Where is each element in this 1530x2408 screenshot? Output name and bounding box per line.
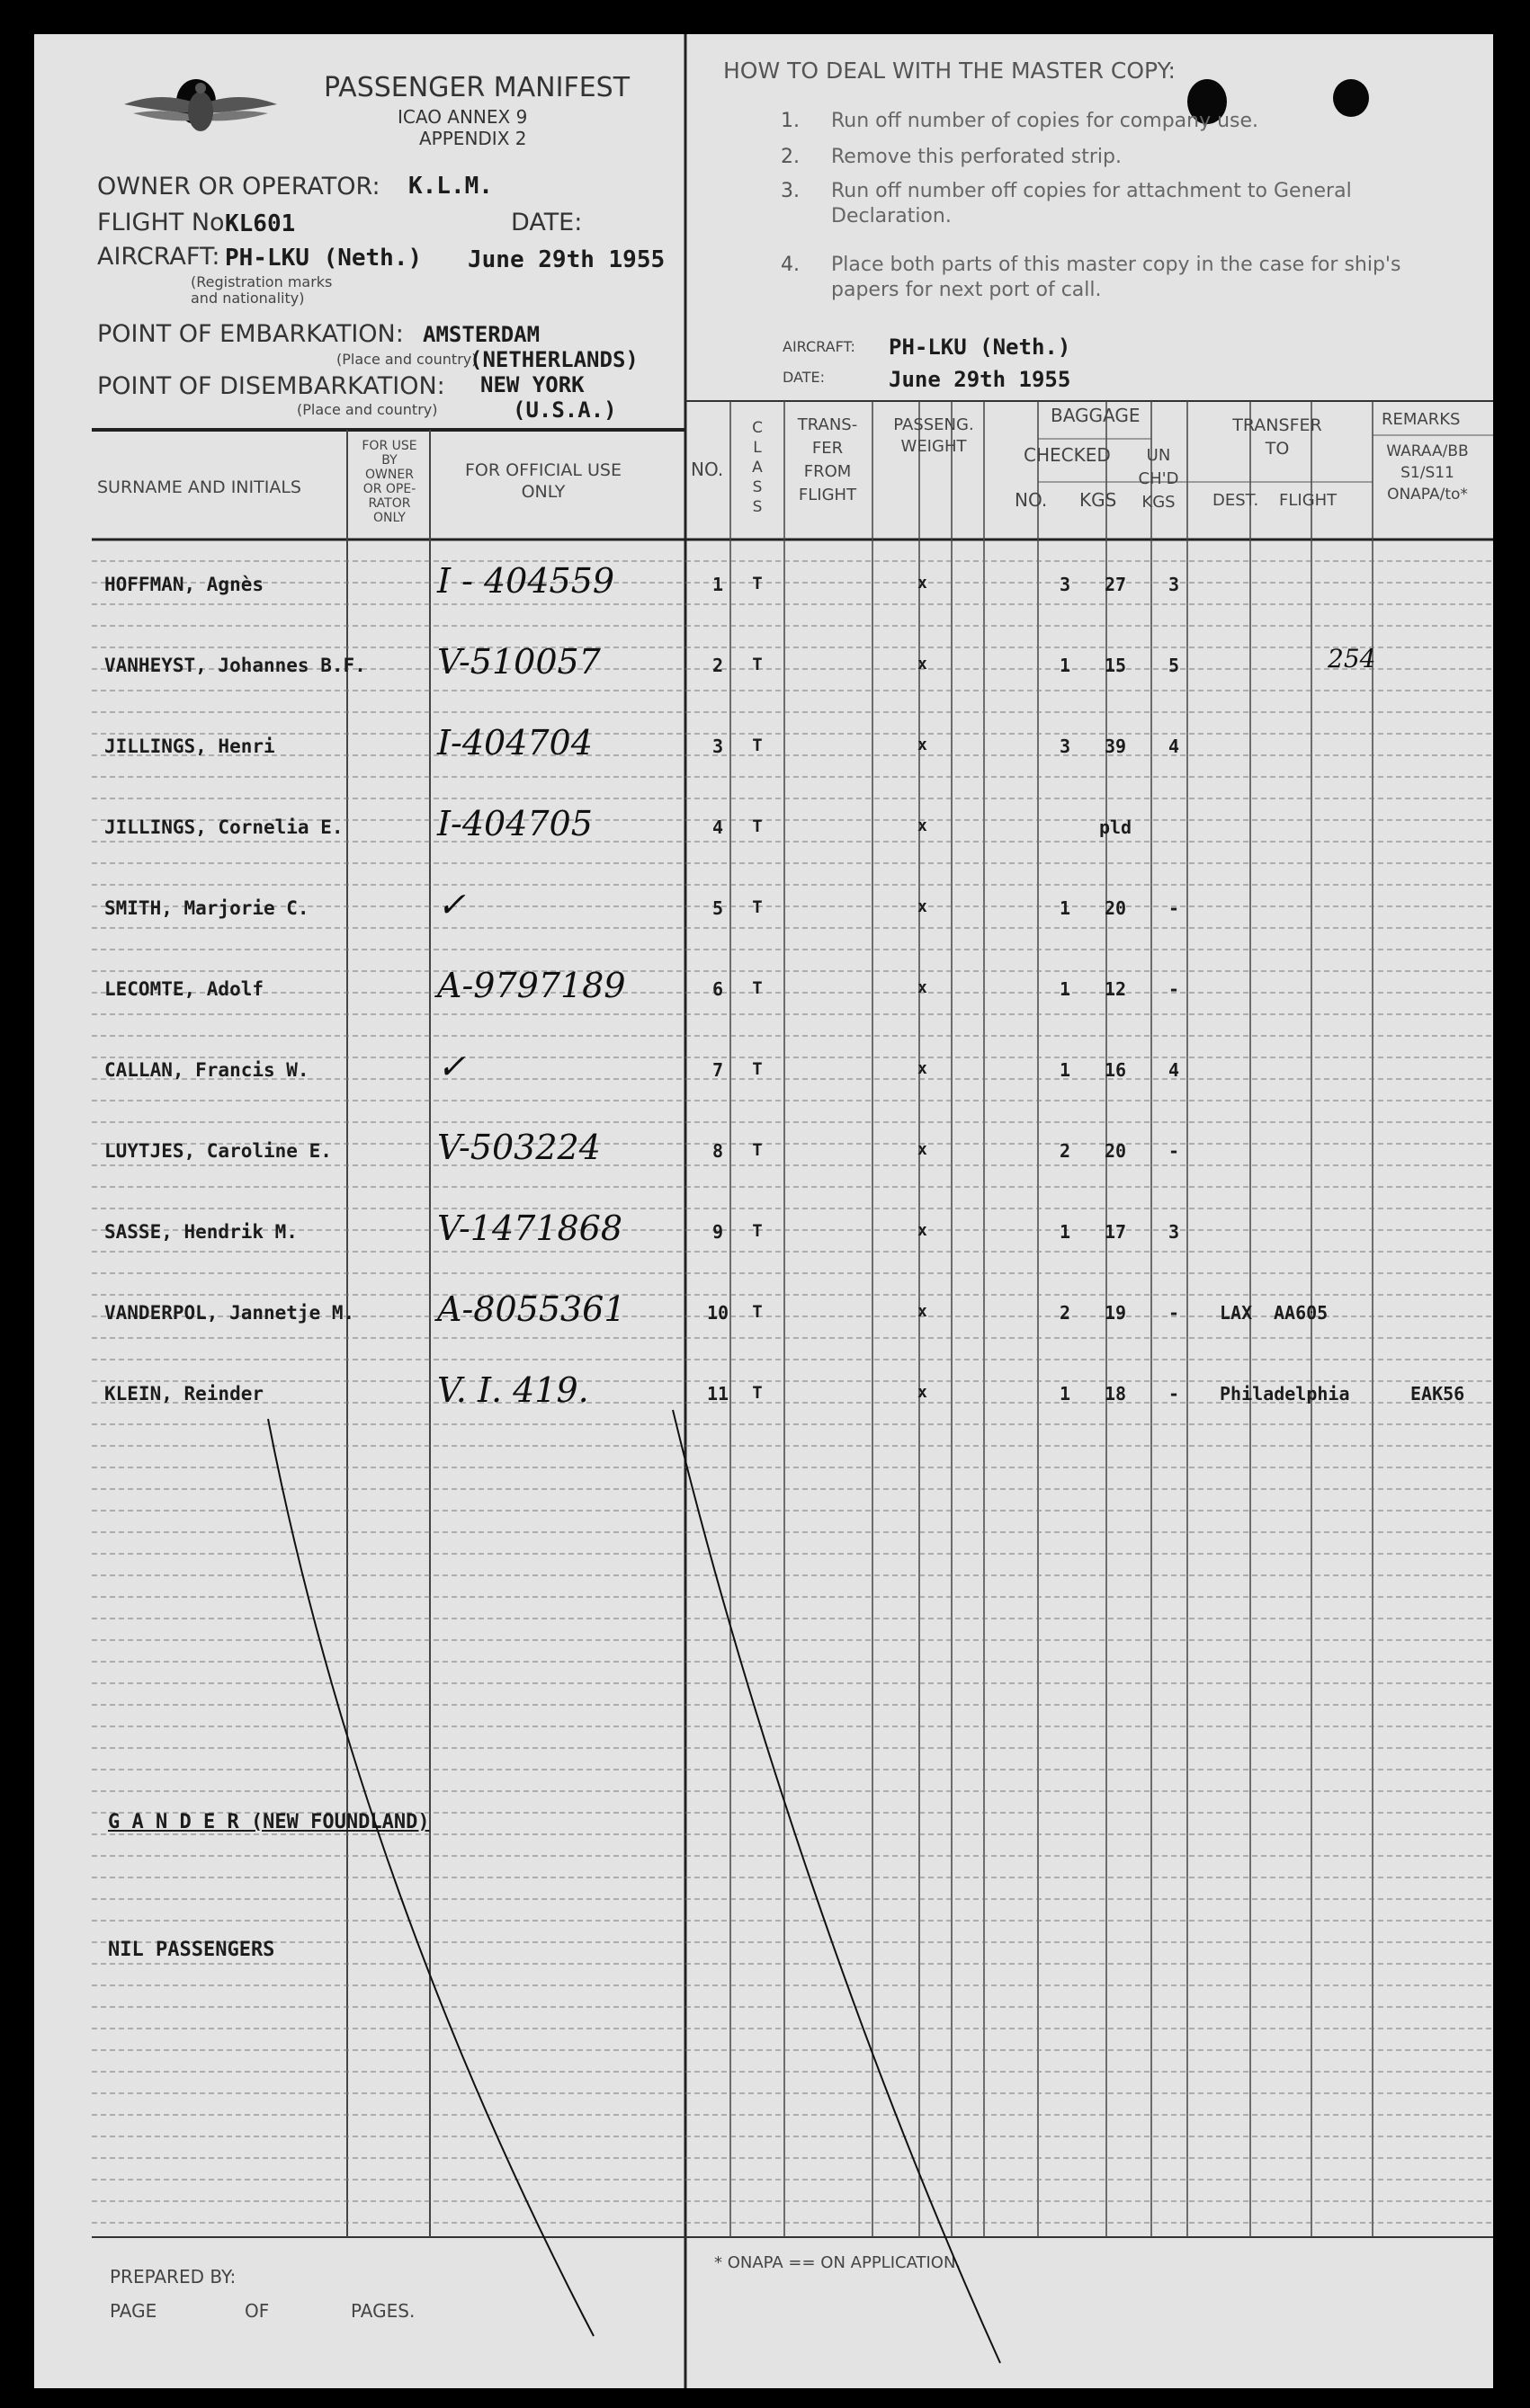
col-for-use-line: RATOR xyxy=(368,496,411,511)
passenger-no: 10 xyxy=(706,1302,729,1324)
passenger-name: HOFFMAN, Agnès xyxy=(104,574,264,595)
col-for-use-line: OR OPE- xyxy=(362,482,416,496)
instruction-number: 4. xyxy=(781,254,800,276)
col-remarks: REMARKS xyxy=(1382,410,1461,429)
weight-mark: x xyxy=(917,1383,927,1402)
col-transfer-from-line: FLIGHT xyxy=(798,486,857,504)
bag-kgs: 27 xyxy=(1104,574,1127,595)
col-for-use-line: ONLY xyxy=(373,511,406,525)
official-number: I - 404559 xyxy=(437,561,615,601)
flight-value: KL601 xyxy=(225,210,296,237)
col-no: NO. xyxy=(691,459,724,480)
col-class-letter: S xyxy=(752,498,763,516)
bag-kgs: 19 xyxy=(1104,1302,1127,1324)
col-unchd-line: KGS xyxy=(1141,493,1176,512)
bag-count: 2 xyxy=(1059,1140,1071,1162)
unchecked-kgs: 3 xyxy=(1168,574,1180,595)
official-number: ✓ xyxy=(437,885,466,924)
bag-kgs: 12 xyxy=(1104,978,1127,1000)
unchecked-kgs: - xyxy=(1168,897,1180,919)
embark-country: (NETHERLANDS) xyxy=(470,347,639,372)
passenger-no: 8 xyxy=(711,1140,724,1162)
passenger-no: 2 xyxy=(711,655,724,676)
col-official-line: FOR OFFICIAL USE xyxy=(464,460,622,480)
col-unchd-line: CH'D xyxy=(1138,469,1179,488)
col-transfer-to-line: TO xyxy=(1265,439,1290,459)
col-class-letter: A xyxy=(752,459,763,477)
owner-value: K.L.M. xyxy=(408,173,493,200)
bag-kgs: pld xyxy=(1098,816,1132,838)
bag-count: 1 xyxy=(1059,655,1071,676)
passenger-name: JILLINGS, Cornelia E. xyxy=(104,816,344,838)
unchecked-kgs: 3 xyxy=(1168,1221,1180,1243)
weight-mark: x xyxy=(917,655,927,673)
passenger-name: CALLAN, Francis W. xyxy=(104,1059,309,1081)
col-weight-line: WEIGHT xyxy=(900,437,967,456)
passenger-no: 6 xyxy=(711,978,724,1000)
passenger-class: T xyxy=(752,736,763,755)
passenger-name: LECOMTE, Adolf xyxy=(104,978,264,1000)
bag-kgs: 20 xyxy=(1104,897,1127,919)
col-remarks-sub-line: S1/S11 xyxy=(1400,464,1454,482)
instructions-aircraft-value: PH-LKU (Neth.) xyxy=(889,334,1071,360)
col-transfer-from-line: FER xyxy=(811,439,844,458)
passenger-name: KLEIN, Reinder xyxy=(104,1383,264,1405)
disembark-country: (U.S.A.) xyxy=(513,397,617,423)
unchecked-kgs: - xyxy=(1168,1140,1180,1162)
bag-count: 3 xyxy=(1059,574,1071,595)
date-label: DATE: xyxy=(511,209,583,236)
weight-mark: x xyxy=(917,1302,927,1321)
weight-mark: x xyxy=(917,1059,927,1078)
instructions-date-value: June 29th 1955 xyxy=(889,367,1071,392)
passenger-no: 4 xyxy=(711,816,724,838)
instruction-text: Run off number off copies for attachment to General xyxy=(831,180,1352,202)
col-flight: FLIGHT xyxy=(1279,491,1338,510)
passenger-class: T xyxy=(752,978,763,998)
instruction-text: Remove this perforated strip. xyxy=(831,146,1123,168)
col-surname: SURNAME AND INITIALS xyxy=(97,477,301,497)
embark-label: POINT OF EMBARKATION: xyxy=(97,320,404,348)
official-number: V-503224 xyxy=(437,1128,601,1167)
owner-label: OWNER OR OPERATOR: xyxy=(97,173,380,201)
col-weight-line: PASSENG. xyxy=(893,415,974,434)
passenger-name: JILLINGS, Henri xyxy=(104,736,275,757)
passenger-class: T xyxy=(752,1059,763,1079)
transfer-flight: AA605 xyxy=(1274,1302,1329,1324)
official-number: I-404704 xyxy=(437,723,593,763)
manifest-sheet xyxy=(34,34,1493,2388)
bag-kgs: 20 xyxy=(1104,1140,1127,1162)
bag-count: 1 xyxy=(1059,897,1071,919)
of-label: OF xyxy=(245,2300,270,2322)
cancel-strokes xyxy=(34,34,1493,2388)
official-number: A-9797189 xyxy=(437,966,626,1005)
bag-kgs: 15 xyxy=(1104,655,1127,676)
passenger-class: T xyxy=(752,1221,763,1241)
unchecked-kgs: 4 xyxy=(1168,736,1180,757)
manifest-title: PASSENGER MANIFEST xyxy=(324,72,631,103)
bag-count: 2 xyxy=(1059,1302,1071,1324)
weight-mark: x xyxy=(917,1140,927,1159)
col-remarks-sub-line: WARAA/BB xyxy=(1386,442,1469,460)
official-number: V-510057 xyxy=(437,642,601,682)
embark-note: (Place and country) xyxy=(336,351,478,368)
unchecked-kgs: 5 xyxy=(1168,655,1180,676)
instruction-text: Run off number of copies for company use. xyxy=(831,110,1259,132)
col-for-use-line: BY xyxy=(381,453,398,468)
transfer-dest: LAX xyxy=(1220,1302,1253,1324)
instruction-text: papers for next port of call. xyxy=(831,279,1102,301)
passenger-class: T xyxy=(752,816,763,836)
instructions-date-label: DATE: xyxy=(783,369,826,386)
bag-kgs: 16 xyxy=(1104,1059,1127,1081)
instruction-number: 2. xyxy=(781,146,800,168)
page-label: PAGE xyxy=(110,2300,157,2322)
bag-kgs: 18 xyxy=(1104,1383,1127,1405)
official-number: ✓ xyxy=(437,1047,466,1086)
col-for-use-line: OWNER xyxy=(365,468,414,482)
passenger-name: VANDERPOL, Jannetje M. xyxy=(104,1302,355,1324)
weight-mark: x xyxy=(917,574,927,593)
unchecked-kgs: - xyxy=(1168,978,1180,1000)
passenger-no: 1 xyxy=(711,574,724,595)
weight-mark: x xyxy=(917,816,927,835)
disembark-label: POINT OF DISEMBARKATION: xyxy=(97,372,445,400)
transfer-flight: EAK56 xyxy=(1410,1383,1465,1405)
passenger-class: T xyxy=(752,1140,763,1160)
instruction-number: 1. xyxy=(781,110,800,132)
passenger-name: SMITH, Marjorie C. xyxy=(104,897,309,919)
bag-count: 1 xyxy=(1059,1221,1071,1243)
official-number: V. I. 419. xyxy=(437,1370,589,1410)
passenger-class: T xyxy=(752,1302,763,1322)
pages-label: PAGES. xyxy=(351,2300,416,2322)
col-bag-kgs: KGS xyxy=(1079,489,1117,511)
col-dest: DEST. xyxy=(1212,491,1259,510)
col-transfer-from-line: FROM xyxy=(803,462,852,481)
col-class-letter: C xyxy=(752,419,763,437)
col-unchd-line: UN xyxy=(1146,446,1171,465)
weight-mark: x xyxy=(917,897,927,916)
reg-note-2: and nationality) xyxy=(191,290,305,307)
passenger-no: 5 xyxy=(711,897,724,919)
col-official-line: ONLY xyxy=(521,482,566,502)
unchecked-kgs: - xyxy=(1168,1302,1180,1324)
passenger-class: T xyxy=(752,655,763,674)
remarks-note: 254 xyxy=(1328,644,1376,673)
col-bag-no: NO. xyxy=(1015,489,1048,511)
aircraft-label: AIRCRAFT: xyxy=(97,243,220,271)
annex-label: ICAO ANNEX 9 xyxy=(398,106,528,128)
onapa-footnote: * ONAPA == ON APPLICATION. xyxy=(714,2253,962,2272)
bag-count: 1 xyxy=(1059,1383,1071,1405)
col-for-use-line: FOR USE xyxy=(362,439,417,453)
official-number: V-1471868 xyxy=(437,1208,623,1248)
disembark-note: (Place and country) xyxy=(297,401,438,418)
instructions-aircraft-label: AIRCRAFT: xyxy=(783,338,855,355)
col-checked: CHECKED xyxy=(1024,444,1111,466)
col-remarks-sub-line: ONAPA/to* xyxy=(1387,486,1468,504)
passenger-no: 7 xyxy=(711,1059,724,1081)
passenger-no: 9 xyxy=(711,1221,724,1243)
col-class-letter: S xyxy=(752,478,763,496)
col-class-letter: L xyxy=(753,439,762,457)
bag-count: 1 xyxy=(1059,1059,1071,1081)
unchecked-kgs: - xyxy=(1168,1383,1180,1405)
flight-label: FLIGHT No xyxy=(97,209,225,236)
passenger-no: 11 xyxy=(706,1383,729,1405)
instruction-text: Declaration. xyxy=(831,205,952,227)
official-number: A-8055361 xyxy=(437,1289,626,1329)
disembark-value: NEW YORK xyxy=(480,372,585,397)
passenger-class: T xyxy=(752,1383,763,1403)
col-transfer-to-line: TRANSFER xyxy=(1232,415,1322,435)
col-baggage: BAGGAGE xyxy=(1051,405,1141,426)
weight-mark: x xyxy=(917,978,927,997)
gander-note: G A N D E R (NEW FOUNDLAND) xyxy=(108,1811,430,1833)
weight-mark: x xyxy=(917,736,927,754)
passenger-name: VANHEYST, Johannes B.F. xyxy=(104,655,366,676)
bag-kgs: 17 xyxy=(1104,1221,1127,1243)
bag-count: 3 xyxy=(1059,736,1071,757)
prepared-by-label: PREPARED BY: xyxy=(110,2266,237,2288)
instruction-text: Place both parts of this master copy in the case for ship's xyxy=(831,254,1401,276)
reg-note-1: (Registration marks xyxy=(191,273,333,290)
embark-value: AMSTERDAM xyxy=(423,322,541,347)
passenger-class: T xyxy=(752,897,763,917)
weight-mark: x xyxy=(917,1221,927,1240)
bag-count: 1 xyxy=(1059,978,1071,1000)
col-transfer-from-line: TRANS- xyxy=(797,415,858,434)
date-value: June 29th 1955 xyxy=(468,246,666,273)
passenger-name: SASSE, Hendrik M. xyxy=(104,1221,298,1243)
passenger-name: LUYTJES, Caroline E. xyxy=(104,1140,332,1162)
official-number: I-404705 xyxy=(437,804,593,843)
passenger-no: 3 xyxy=(711,736,724,757)
unchecked-kgs: 4 xyxy=(1168,1059,1180,1081)
instructions-title: HOW TO DEAL WITH THE MASTER COPY: xyxy=(723,58,1176,84)
transfer-dest: Philadelphia xyxy=(1220,1383,1350,1405)
bag-kgs: 39 xyxy=(1104,736,1127,757)
passenger-class: T xyxy=(752,574,763,593)
nil-passengers-note: NIL PASSENGERS xyxy=(108,1939,275,1961)
instruction-number: 3. xyxy=(781,180,800,202)
aircraft-value: PH-LKU (Neth.) xyxy=(225,245,423,272)
appendix-label: APPENDIX 2 xyxy=(419,128,527,149)
